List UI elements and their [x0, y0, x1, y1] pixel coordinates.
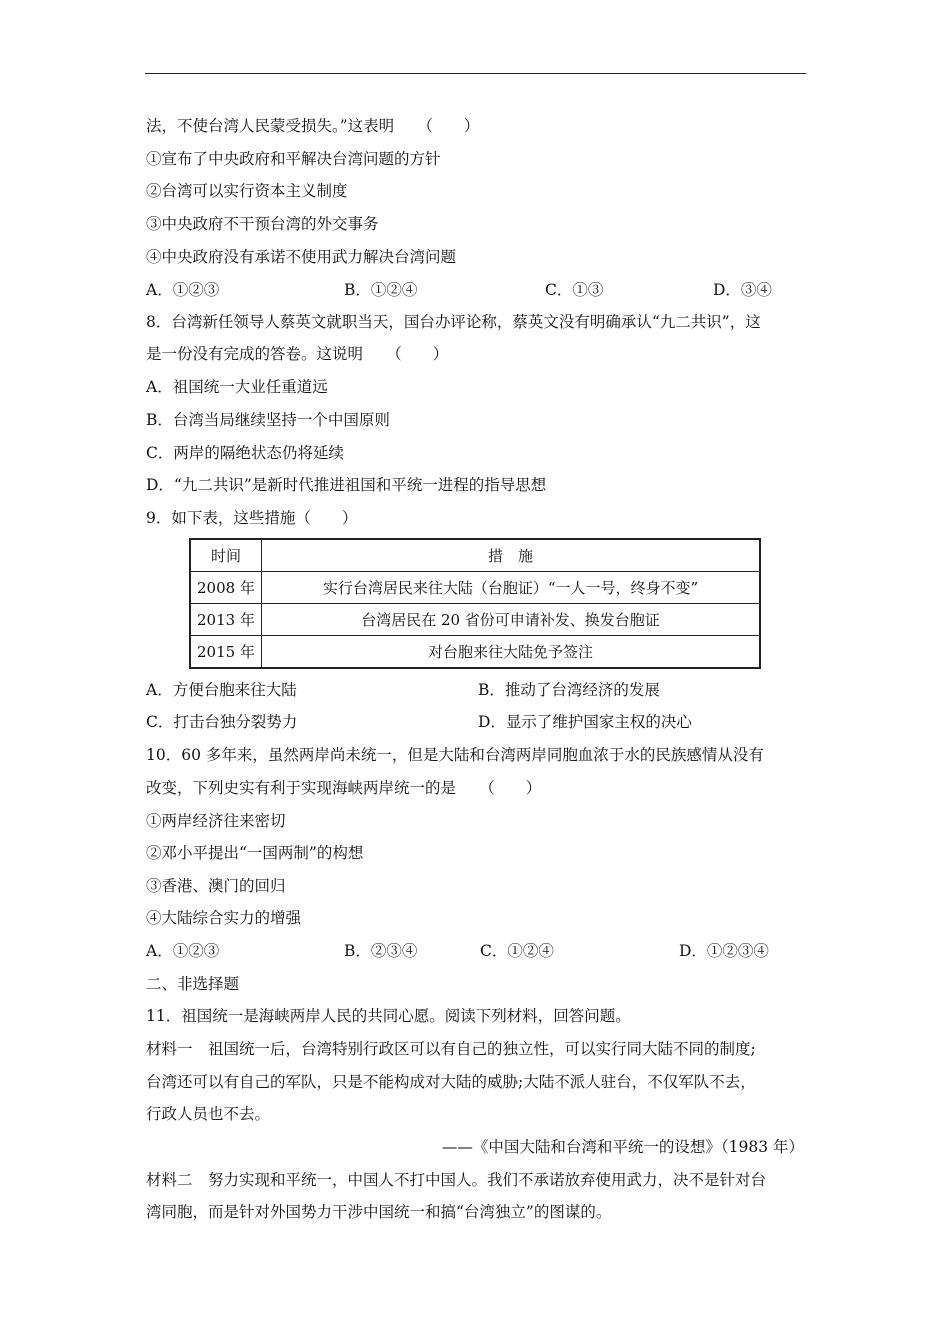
q8-stem-line2: 是一份没有完成的答卷。这说明 （ ） [146, 345, 449, 363]
table-cell-year: 2008 年 [190, 572, 262, 604]
q10-option-b: B．②③④ [344, 942, 418, 960]
q10-stem-line2: 改变，下列史实有利于实现海峡两岸统一的是 （ ） [146, 779, 542, 797]
q10-option-a: A．①②③ [146, 942, 220, 960]
q8-option-d: D．“九二共识”是新时代推进祖国和平统一进程的指导思想 [146, 476, 547, 494]
q7-item-1: ①宣布了中央政府和平解决台湾问题的方针 [146, 150, 441, 168]
q9-stem: 9．如下表，这些措施（ ） [146, 509, 358, 527]
table-header-time: 时间 [190, 539, 262, 572]
section-heading: 二、非选择题 [146, 975, 240, 993]
q10-option-c: C．①②④ [480, 942, 554, 960]
table-cell-year: 2015 年 [190, 636, 262, 669]
q8-stem-line1: 8．台湾新任领导人蔡英文就职当天，国台办评论称，蔡英文没有明确承认“九二共识”，这 [146, 313, 761, 331]
table-row [190, 604, 760, 636]
q10-option-d: D．①②③④ [679, 942, 769, 960]
q7-option-d: D．③④ [713, 281, 772, 299]
q9-option-d: D．显示了维护国家主权的决心 [478, 713, 692, 731]
q8-option-c: C．两岸的隔绝状态仍将延续 [146, 444, 344, 462]
q8-option-b: B．台湾当局继续坚持一个中国原则 [146, 411, 390, 429]
q10-item-1: ①两岸经济往来密切 [146, 812, 286, 830]
q9-option-a: A．方便台胞来往大陆 [146, 681, 297, 699]
q7-item-4: ④中央政府没有承诺不使用武力解决台湾问题 [146, 248, 457, 266]
q9-option-b: B．推动了台湾经济的发展 [478, 681, 660, 699]
material-1-line2: 台湾还可以有自己的军队，只是不能构成对大陆的威胁;大陆不派人驻台，不仅军队不去， [146, 1073, 756, 1091]
table-row [190, 572, 760, 604]
q8-option-a: A．祖国统一大业任重道远 [146, 378, 328, 396]
table-row [190, 636, 760, 669]
q7-item-2: ②台湾可以实行资本主义制度 [146, 182, 348, 200]
q9-option-c: C．打击台独分裂势力 [146, 713, 298, 731]
q7-stem-tail: 法，不使台湾人民蒙受损失。”这表明 （ ） [146, 117, 480, 135]
table-cell-measure: 台湾居民在 20 省份可申请补发、换发台胞证 [262, 604, 761, 636]
table-cell-measure: 对台胞来往大陆免予签注 [262, 636, 761, 669]
table-cell-year: 2013 年 [190, 604, 262, 636]
material-1-source: ——《中国大陆和台湾和平统一的设想》（1983 年） [441, 1138, 804, 1156]
material-1-line1: 材料一 祖国统一后，台湾特别行政区可以有自己的独立性，可以实行同大陆不同的制度; [146, 1040, 756, 1058]
material-1-line3: 行政人员也不去。 [146, 1105, 271, 1123]
material-2-line1: 材料二 努力实现和平统一，中国人不打中国人。我们不承诺放弃使用武力，决不是针对台 [146, 1171, 767, 1189]
q10-item-2: ②邓小平提出“一国两制”的构想 [146, 844, 364, 862]
q9-measures-table [189, 538, 761, 669]
q7-option-a: A．①②③ [146, 281, 220, 299]
q10-stem-line1: 10．60 多年来，虽然两岸尚未统一，但是大陆和台湾两岸同胞血浓于水的民族感情从没有 [146, 746, 764, 764]
header-rule [145, 73, 806, 74]
q10-item-4: ④大陆综合实力的增强 [146, 909, 302, 927]
q11-stem: 11．祖国统一是海峡两岸人民的共同心愿。阅读下列材料，回答问题。 [146, 1007, 631, 1025]
q10-item-3: ③香港、澳门的回归 [146, 877, 286, 895]
q7-option-c: C．①③ [545, 281, 604, 299]
table-header-row [190, 539, 760, 572]
table-cell-measure: 实行台湾居民来往大陆（台胞证）“一人一号，终身不变” [262, 572, 761, 604]
material-2-line2: 湾同胞，而是针对外国势力干涉中国统一和搞“台湾独立”的图谋的。 [146, 1203, 612, 1221]
q7-option-b: B．①②④ [344, 281, 418, 299]
q7-item-3: ③中央政府不干预台湾的外交事务 [146, 215, 379, 233]
table-header-measures: 措 施 [262, 539, 761, 572]
